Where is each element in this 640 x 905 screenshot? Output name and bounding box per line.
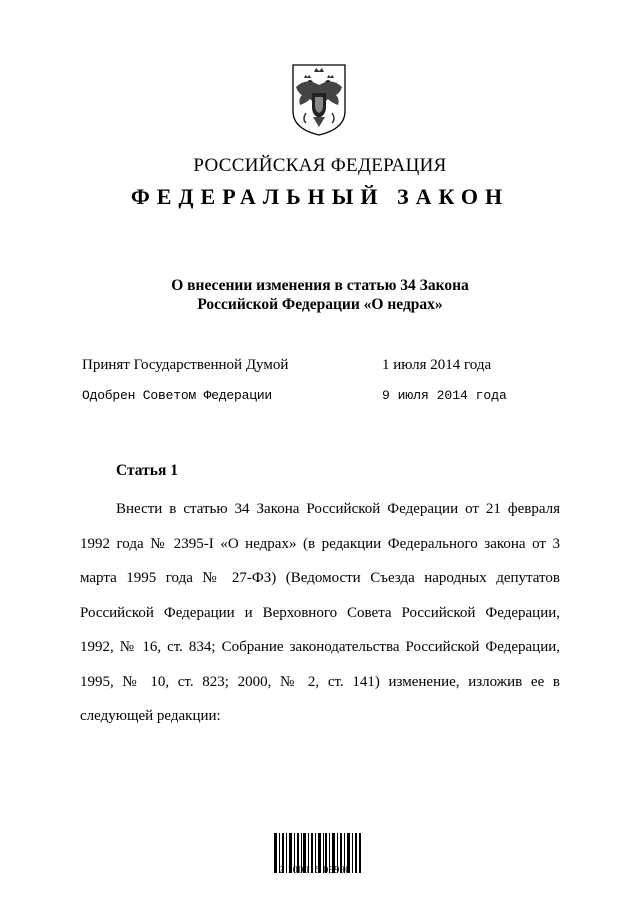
adopted-date: 1 июля 2014 года <box>382 357 492 373</box>
approved-by-label: Одобрен Советом Федерации <box>82 388 273 403</box>
article-heading: Статья 1 <box>116 462 178 479</box>
law-title-line-2: Российской Федерации «О недрах» <box>197 296 443 313</box>
document-type-heading: ФЕДЕРАЛЬНЫЙ ЗАКОН <box>130 184 510 209</box>
country-heading: РОССИЙСКАЯ ФЕДЕРАЦИЯ <box>193 155 447 176</box>
barcode-number: 2 100016 09990 1 <box>278 865 360 876</box>
adopted-by-label: Принят Государственной Думой <box>82 357 289 373</box>
article-paragraph: Внести в статью 34 Закона Российской Федерации от 21 февраля 1992 года № 2395-I «О недрах» (в редакции Федерального закона от 3 марта 1995 года № 27-ФЗ) (Ведомости Съезда народных депутатов Российской Федерации и Верховного Совета Российской Федерации, 1992, № 16, ст. 834; Собрание законодательства Российской Федерации, 1995, № 10, ст. 823; 2000, № 2, ст. 141) изменение, изложив ее в следующей редакции: <box>80 501 560 724</box>
article-body <box>80 492 560 734</box>
barcode-image <box>270 820 365 886</box>
law-title-line-1: О внесении изменения в статью 34 Закона <box>171 277 469 294</box>
approved-date: 9 июля 2014 года <box>382 388 507 403</box>
coat-of-arms-emblem <box>290 63 348 137</box>
law-title <box>0 276 640 314</box>
